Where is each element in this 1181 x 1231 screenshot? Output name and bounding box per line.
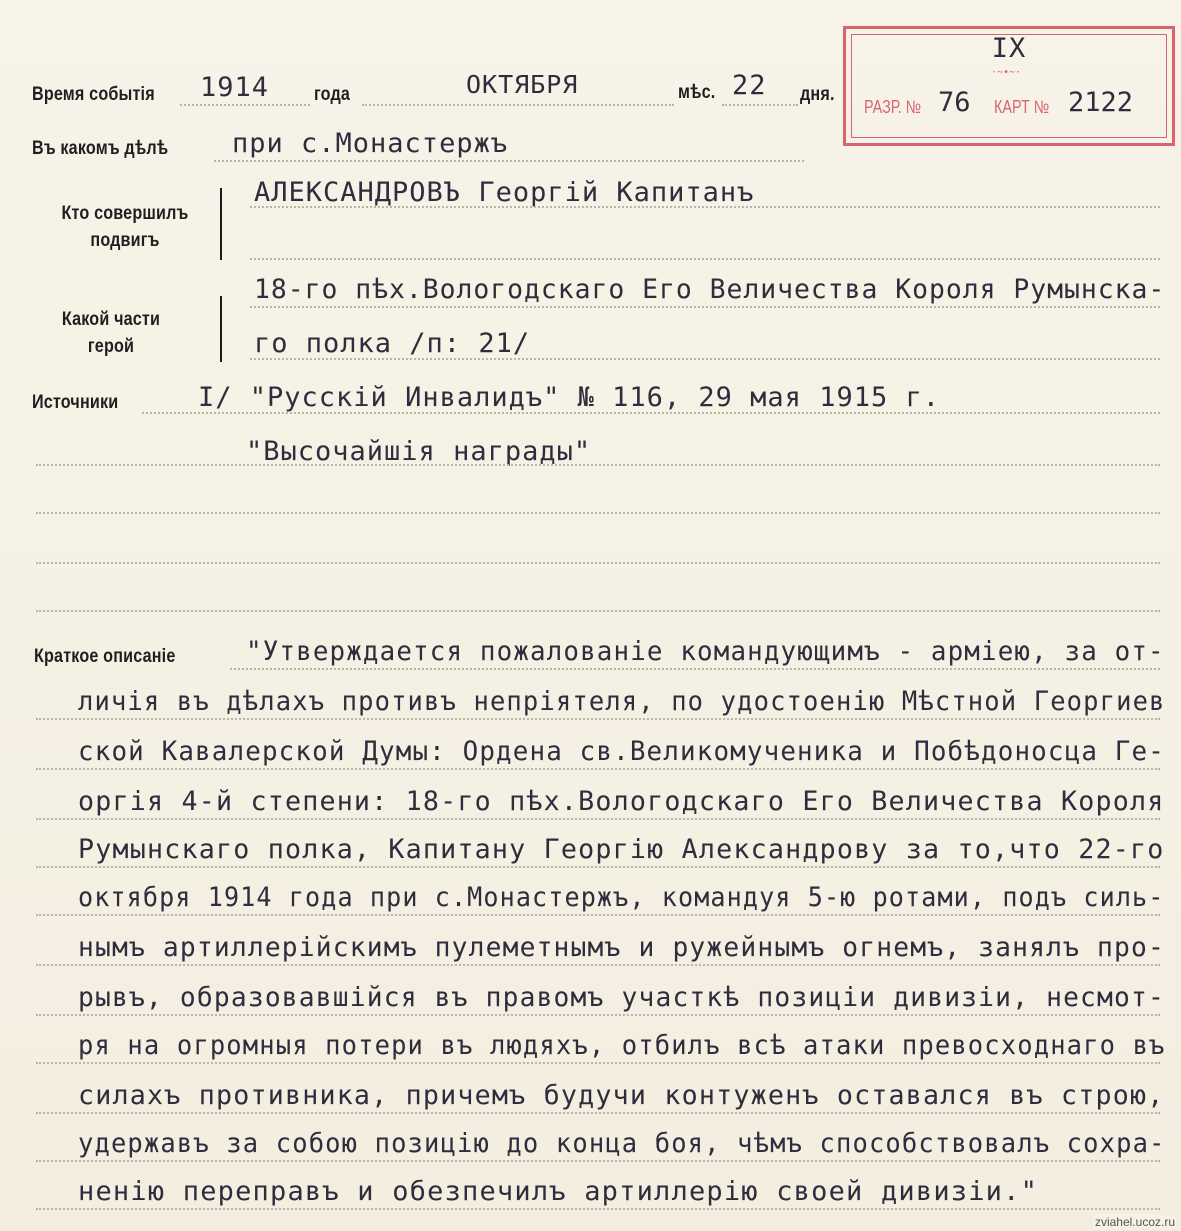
dotted-line bbox=[250, 306, 1160, 308]
stamp-kart-value: 2122 bbox=[1068, 87, 1134, 118]
dotted-line bbox=[722, 104, 798, 106]
description-line: ской Кавалерской Думы: Ордена св.Великомученика и Побѣдоносца Ге- bbox=[78, 736, 1165, 767]
dotted-line bbox=[230, 668, 1160, 670]
description-line: оргія 4-й степени: 18-го пѣх.Вологодскаго Его Величества Короля bbox=[78, 786, 1165, 817]
description-line: октября 1914 года при с.Монастержъ, командуя 5-ю ротами, подъ силь- bbox=[78, 882, 1165, 913]
hero-label-line2: подвигъ bbox=[90, 230, 160, 251]
description-line: рывъ, образовавшійся въ правомъ участкѣ позиціи дивизіи, несмот- bbox=[78, 982, 1165, 1013]
dotted-line bbox=[214, 160, 804, 162]
dotted-line bbox=[36, 718, 1160, 720]
description-label: Краткое описаніе bbox=[34, 646, 176, 667]
stamp-roman-numeral: IX bbox=[991, 33, 1027, 64]
sources-label: Источники bbox=[32, 392, 119, 413]
event-month: ОКТЯБРЯ bbox=[466, 70, 579, 99]
day-label: дня. bbox=[800, 84, 835, 105]
dotted-line bbox=[36, 914, 1160, 916]
battle-value: при с.Монастержъ bbox=[232, 128, 509, 159]
hero-bracket bbox=[220, 188, 222, 260]
hero-label-line1: Кто совершилъ bbox=[61, 203, 189, 224]
stamp-razr-value: 76 bbox=[938, 87, 971, 118]
unit-label-line1: Какой части bbox=[61, 309, 161, 330]
dotted-line bbox=[36, 866, 1160, 868]
dotted-line bbox=[250, 258, 1160, 260]
dotted-line bbox=[36, 1062, 1160, 1064]
dotted-line bbox=[36, 768, 1160, 770]
dotted-line bbox=[362, 104, 674, 106]
archive-stamp bbox=[843, 26, 1175, 146]
dotted-line bbox=[36, 562, 1160, 564]
sources-line1: I/ "Русскій Инвалидъ" № 116, 29 мая 1915 г. bbox=[198, 382, 940, 413]
stamp-ornament: ·~•~· bbox=[990, 67, 1022, 78]
dotted-line bbox=[36, 1112, 1160, 1114]
description-line: Румынскаго полка, Капитану Георгію Александрову за то,что 22-го bbox=[78, 834, 1165, 865]
dotted-line bbox=[36, 464, 1160, 466]
dotted-line bbox=[36, 1208, 1160, 1210]
site-watermark: zviahel.ucoz.ru bbox=[1094, 1215, 1175, 1229]
battle-label: Въ какомъ дѣлѣ bbox=[32, 138, 169, 159]
unit-bracket bbox=[220, 296, 222, 362]
event-day: 22 bbox=[732, 70, 767, 101]
hero-value: АЛЕКСАНДРОВЪ Георгій Капитанъ bbox=[254, 177, 755, 208]
event-time-label: Время событія bbox=[32, 84, 155, 105]
dotted-line bbox=[36, 1160, 1160, 1162]
dotted-line bbox=[36, 1014, 1160, 1016]
description-line: нымъ артиллерійскимъ пулеметнымъ и ружейнымъ огнемъ, занялъ про- bbox=[78, 932, 1165, 963]
dotted-line bbox=[180, 104, 310, 106]
description-line: личія въ дѣлахъ противъ непріятеля, по удостоенію Мѣстной Георгиев bbox=[78, 686, 1166, 717]
month-label: мѣс. bbox=[678, 82, 716, 103]
description-line: силахъ противника, причемъ будучи контуженъ оставался въ строю, bbox=[78, 1080, 1165, 1111]
dotted-line bbox=[250, 206, 1160, 208]
dotted-line bbox=[36, 964, 1160, 966]
event-year: 1914 bbox=[200, 72, 270, 103]
description-line: ненію переправъ и обезпечилъ артиллерію своей дивизіи." bbox=[78, 1176, 1039, 1207]
description-line: "Утверждается пожалованіе командующимъ - арміею, за от- bbox=[246, 636, 1165, 667]
dotted-line bbox=[36, 610, 1160, 612]
sources-line2: "Высочайшія награды" bbox=[246, 436, 592, 467]
stamp-razr-label: РАЗР. № bbox=[864, 97, 922, 117]
dotted-line bbox=[250, 358, 1160, 360]
unit-value-line1: 18-го пѣх.Вологодскаго Его Величества Короля Румынска- bbox=[254, 274, 1166, 305]
dotted-line bbox=[36, 512, 1160, 514]
description-line: ря на огромныя потери въ людяхъ, отбилъ всѣ атаки превосходнаго въ bbox=[78, 1030, 1166, 1061]
stamp-kart-label: КАРТ № bbox=[994, 97, 1050, 117]
year-label: года bbox=[314, 84, 351, 105]
unit-label-line2: герой bbox=[87, 336, 135, 357]
unit-value-line2: го полка /п: 21/ bbox=[254, 328, 531, 359]
description-line: удержавъ за собою позицію до конца боя, чѣмъ способствовалъ сохра- bbox=[78, 1128, 1166, 1159]
dotted-line bbox=[36, 818, 1160, 820]
